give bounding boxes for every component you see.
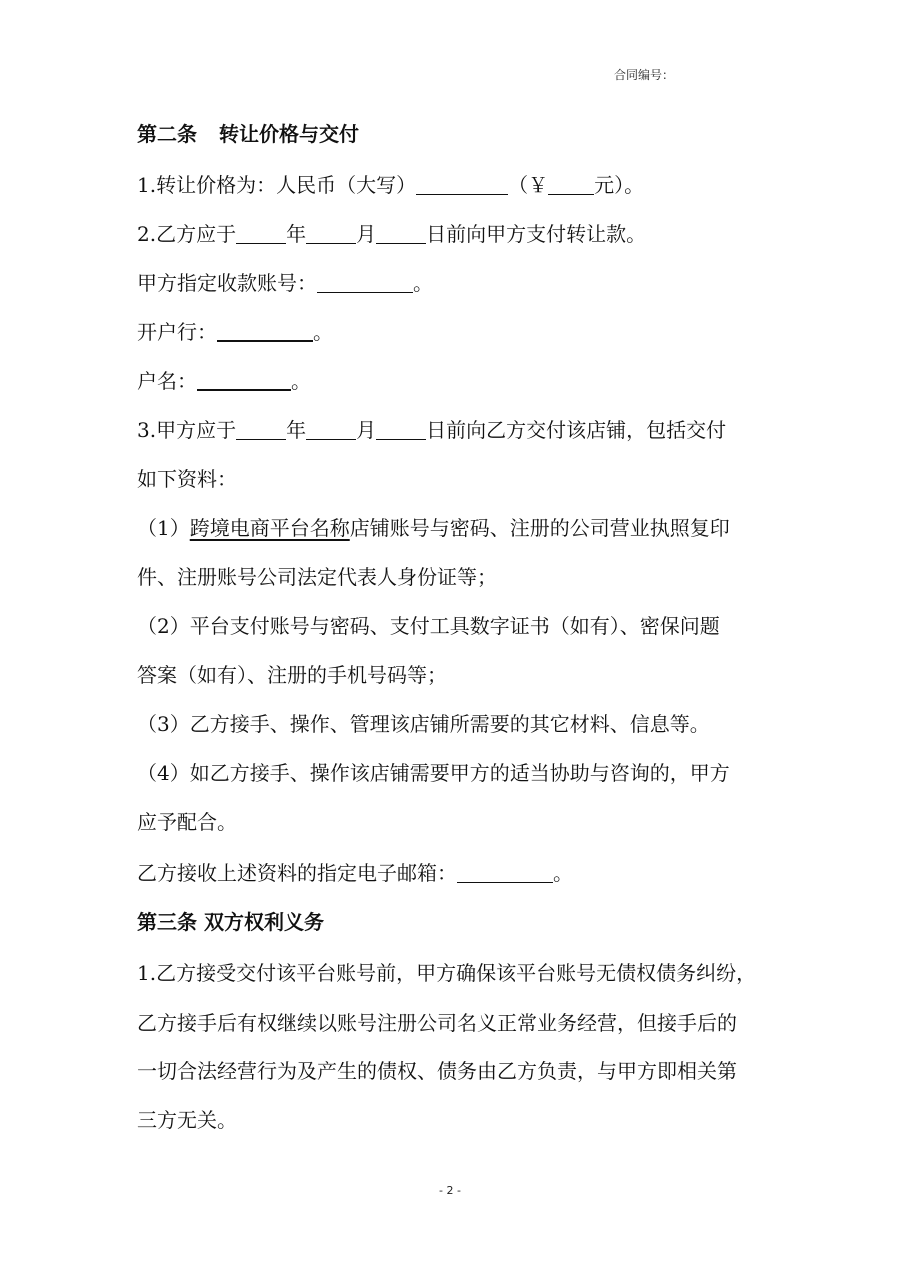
payment-year-label: 年 xyxy=(286,222,307,246)
item-1-rest: 店铺账号与密码、注册的公司营业执照复印 xyxy=(349,516,730,540)
holder-line xyxy=(137,368,311,394)
payment-prefix: 2.乙方应于 xyxy=(137,222,237,246)
holder-label: 户名： xyxy=(137,369,197,393)
item-1-line-2: 件、注册账号公司法定代表人身份证等； xyxy=(137,565,497,589)
delivery-month-label: 月 xyxy=(356,418,377,442)
email-label: 乙方接收上述资料的指定电子邮箱： xyxy=(137,861,457,885)
holder-blank[interactable] xyxy=(197,369,291,391)
bank-line xyxy=(137,319,333,345)
delivery-date-line xyxy=(137,417,726,443)
holder-period: 。 xyxy=(291,369,311,393)
payment-year-blank[interactable] xyxy=(236,223,286,244)
price-words-blank[interactable] xyxy=(416,174,508,195)
item-4-line-1: （4）如乙方接手、操作该店铺需要甲方的适当协助与咨询的，甲方 xyxy=(137,761,730,785)
price-amount-blank[interactable] xyxy=(548,174,594,195)
delivery-prefix: 3.甲方应于 xyxy=(137,418,237,442)
bank-blank[interactable] xyxy=(217,320,313,342)
item-2-line-1: （2）平台支付账号与密码、支付工具数字证书（如有）、密保问题 xyxy=(137,614,720,638)
contract-number-label: 合同编号： xyxy=(613,68,674,82)
delivery-tail: 日前向乙方交付该店铺，包括交付 xyxy=(426,418,727,442)
article-2-title: 转让价格与交付 xyxy=(219,122,359,146)
article-3-heading: 第三条 双方权利义务 xyxy=(137,910,324,934)
email-blank[interactable] xyxy=(457,862,553,883)
article-3-p1-line-2: 乙方接手后有权继续以账号注册公司名义正常业务经营，但接手后的 xyxy=(137,1011,737,1035)
article-2-heading xyxy=(137,121,359,147)
delivery-month-blank[interactable] xyxy=(306,419,356,440)
delivery-line-2: 如下资料： xyxy=(137,467,237,491)
item-3-line: （3）乙方接手、操作、管理该店铺所需要的其它材料、信息等。 xyxy=(137,712,710,736)
platform-name-placeholder: 跨境电商平台名称 xyxy=(189,516,350,540)
price-mid: （￥ xyxy=(508,173,549,197)
item-1-line-1 xyxy=(137,515,730,541)
article-3-p1-line-4: 三方无关。 xyxy=(137,1108,237,1132)
payment-day-blank[interactable] xyxy=(376,223,426,244)
payment-tail: 日前向甲方支付转让款。 xyxy=(426,222,647,246)
item-4-line-2: 应予配合。 xyxy=(137,810,237,834)
account-period: 。 xyxy=(413,271,433,295)
delivery-year-blank[interactable] xyxy=(236,419,286,440)
article-3-p1-line-3: 一切合法经营行为及产生的债权、债务由乙方负责，与甲方即相关第 xyxy=(137,1059,737,1083)
payment-month-label: 月 xyxy=(356,222,377,246)
price-prefix: 1.转让价格为：人民币（大写） xyxy=(137,173,417,197)
article-2-number: 第二条 xyxy=(137,122,197,146)
email-period: 。 xyxy=(553,861,573,885)
page-number: - 2 - xyxy=(439,1184,461,1197)
article-3-p1-line-1: 1.乙方接受交付该平台账号前，甲方确保该平台账号无债权债务纠纷， xyxy=(137,961,757,985)
price-suffix: 元）。 xyxy=(594,173,645,197)
account-line xyxy=(137,270,433,296)
payment-month-blank[interactable] xyxy=(306,223,356,244)
item-1-number: （1） xyxy=(137,516,190,540)
price-line xyxy=(137,172,644,198)
item-2-line-2: 答案（如有）、注册的手机号码等； xyxy=(137,663,447,687)
account-label: 甲方指定收款账号： xyxy=(137,271,317,295)
email-line xyxy=(137,860,573,886)
payment-date-line xyxy=(137,221,646,247)
delivery-year-label: 年 xyxy=(286,418,307,442)
delivery-day-blank[interactable] xyxy=(376,419,426,440)
account-blank[interactable] xyxy=(317,272,413,293)
bank-period: 。 xyxy=(313,320,333,344)
bank-label: 开户行： xyxy=(137,320,217,344)
